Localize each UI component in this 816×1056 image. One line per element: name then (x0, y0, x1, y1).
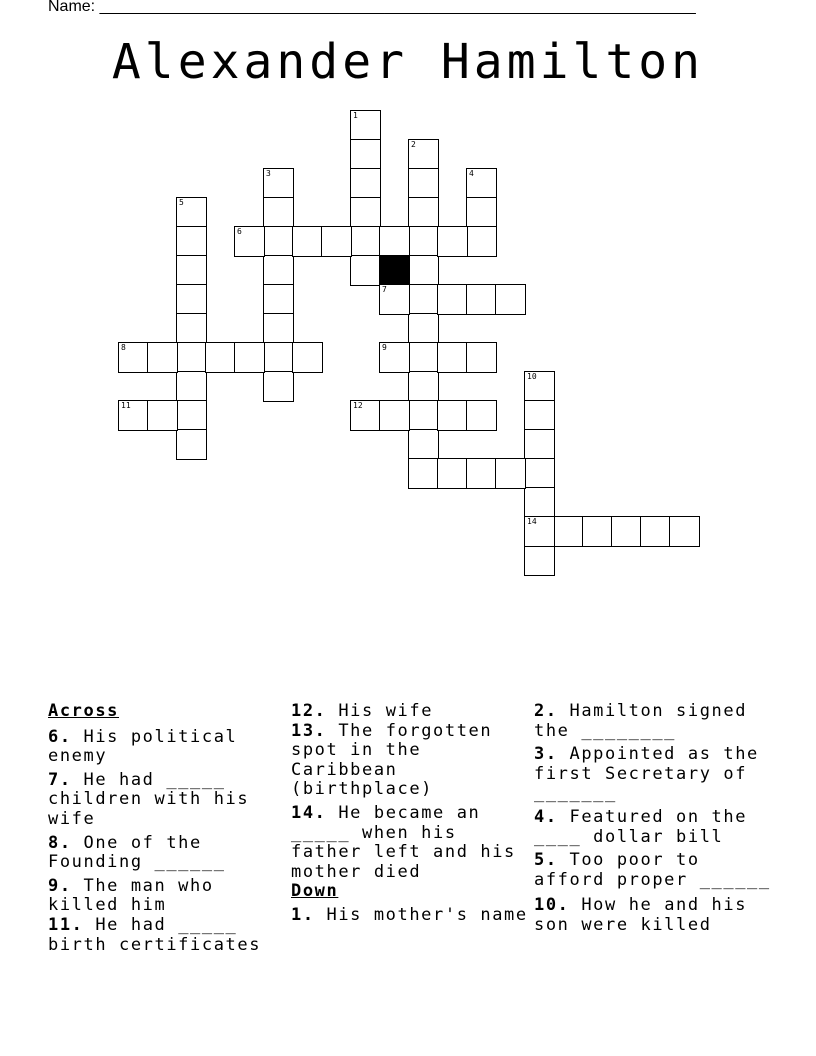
clue-number: 9 (382, 343, 387, 352)
clue-across-6: 6. His political enemy (48, 726, 238, 767)
crossword-cell[interactable] (292, 342, 323, 373)
crossword-cell[interactable] (350, 197, 381, 228)
crossword-cell[interactable] (379, 284, 410, 315)
clue-down-1: 1. His mother's name (291, 904, 528, 925)
crossword-cell[interactable] (524, 400, 555, 431)
crossword-cell[interactable] (176, 342, 207, 373)
clue-number: 14 (527, 517, 537, 526)
crossword-cell[interactable] (176, 400, 207, 431)
crossword-cell[interactable] (437, 284, 468, 315)
crossword-cell[interactable] (466, 400, 497, 431)
crossword-cell[interactable] (263, 255, 294, 286)
crossword-cell[interactable] (408, 226, 439, 257)
crossword-cell[interactable] (234, 342, 265, 373)
crossword-cell[interactable] (408, 371, 439, 402)
crossword-cell[interactable] (466, 226, 497, 257)
crossword-cell[interactable] (176, 429, 207, 460)
clues-column-3 (534, 702, 774, 936)
crossword-cell[interactable] (176, 226, 207, 257)
crossword-cell[interactable] (263, 226, 294, 257)
crossword-cell[interactable] (350, 139, 381, 170)
crossword-cell[interactable] (176, 284, 207, 315)
clues-column-1 (48, 702, 280, 955)
crossword-cell[interactable] (408, 255, 439, 286)
crossword-cell[interactable] (408, 168, 439, 199)
clues-column-2 (291, 702, 531, 926)
crossword-cell[interactable] (350, 110, 381, 141)
crossword-cell[interactable] (495, 458, 526, 489)
crossword-cell[interactable] (147, 400, 178, 431)
crossword-cell[interactable] (524, 429, 555, 460)
crossword-cell[interactable] (350, 255, 381, 286)
clue-across-14: 14. He became an _____ when his father left and his mother died (291, 802, 516, 882)
crossword-cell[interactable] (350, 226, 381, 257)
crossword-cell[interactable] (379, 226, 410, 257)
clue-down-3: 3. Appointed as the first Secretary of _______ (534, 744, 759, 804)
clue-down-2: 2. Hamilton signed the ________ (534, 701, 748, 741)
crossword-cell[interactable] (263, 371, 294, 402)
crossword-cell[interactable] (118, 400, 149, 431)
crossword-black-cell (379, 255, 410, 286)
crossword-cell[interactable] (437, 400, 468, 431)
crossword-cell[interactable] (234, 226, 265, 257)
crossword-cell[interactable] (118, 342, 149, 373)
crossword-cell[interactable] (640, 516, 671, 547)
clue-number: 10 (527, 372, 537, 381)
crossword-cell[interactable] (176, 371, 207, 402)
crossword-cell[interactable] (408, 284, 439, 315)
crossword-cell[interactable] (524, 371, 555, 402)
crossword-cell[interactable] (379, 400, 410, 431)
crossword-cell[interactable] (553, 516, 584, 547)
crossword-cell[interactable] (147, 342, 178, 373)
clue-number: 12 (353, 401, 363, 410)
clue-down-5: 5. Too poor to afford proper ______ (534, 850, 771, 890)
clue-number: 2 (411, 140, 416, 149)
crossword-cell[interactable] (466, 458, 497, 489)
clue-number: 8 (121, 343, 126, 352)
clue-across-13: 13. The forgotten spot in the Caribbean (birthplace) (291, 720, 493, 800)
crossword-cell[interactable] (669, 516, 700, 547)
clue-down-4: 4. Featured on the ____ dollar bill (534, 806, 748, 847)
clue-number: 6 (237, 227, 242, 236)
crossword-cell[interactable] (176, 313, 207, 344)
clue-number: 11 (121, 401, 131, 410)
crossword-cell[interactable] (437, 226, 468, 257)
clue-number: 7 (382, 285, 387, 294)
crossword-cell[interactable] (379, 342, 410, 373)
crossword-cell[interactable] (437, 458, 468, 489)
crossword-cell[interactable] (524, 516, 555, 547)
crossword-cell[interactable] (350, 400, 381, 431)
across-heading: Across (48, 701, 120, 721)
clue-down-10: 10. How he and his son were killed (534, 895, 748, 935)
crossword-cell[interactable] (437, 342, 468, 373)
crossword-cell[interactable] (176, 197, 207, 228)
clue-across-12: 12. His wife (291, 701, 434, 721)
clue-across-7: 7. He had _____ children with his wife (48, 769, 250, 829)
crossword-cell[interactable] (408, 139, 439, 170)
clue-across-11: 11. He had _____ birth certificates (48, 914, 262, 955)
crossword-cell[interactable] (524, 458, 555, 489)
crossword-cell[interactable] (263, 168, 294, 199)
crossword-cell[interactable] (408, 197, 439, 228)
crossword-cell[interactable] (321, 226, 352, 257)
name-field-label: Name: ___________________________________________________________________ (48, 0, 696, 15)
crossword-cell[interactable] (524, 545, 555, 576)
crossword-cell[interactable] (408, 400, 439, 431)
clue-number: 1 (353, 111, 358, 120)
crossword-cell[interactable] (466, 168, 497, 199)
down-heading: Down (291, 881, 339, 902)
crossword-cell[interactable] (263, 342, 294, 373)
crossword-cell[interactable] (611, 516, 642, 547)
crossword-cell[interactable] (263, 284, 294, 315)
crossword-cell[interactable] (205, 342, 236, 373)
crossword-cell[interactable] (176, 255, 207, 286)
crossword-cell[interactable] (524, 487, 555, 518)
clue-number: 3 (266, 169, 271, 178)
puzzle-title: Alexander Hamilton (111, 34, 705, 90)
crossword-cell[interactable] (582, 516, 613, 547)
crossword-cell[interactable] (292, 226, 323, 257)
crossword-cell[interactable] (466, 342, 497, 373)
clue-number: 4 (469, 169, 474, 178)
clue-across-8: 8. One of the Founding ______ (48, 832, 226, 873)
crossword-cell[interactable] (408, 342, 439, 373)
crossword-cell[interactable] (408, 313, 439, 344)
crossword-cell[interactable] (495, 284, 526, 315)
clue-across-9: 9. The man who killed him (48, 875, 214, 916)
crossword-cell[interactable] (408, 429, 439, 460)
crossword-cell[interactable] (263, 313, 294, 344)
crossword-cell[interactable] (263, 197, 294, 228)
crossword-cell[interactable] (466, 197, 497, 228)
clue-number: 5 (179, 198, 184, 207)
crossword-cell[interactable] (350, 168, 381, 199)
crossword-cell[interactable] (408, 458, 439, 489)
crossword-cell[interactable] (466, 284, 497, 315)
